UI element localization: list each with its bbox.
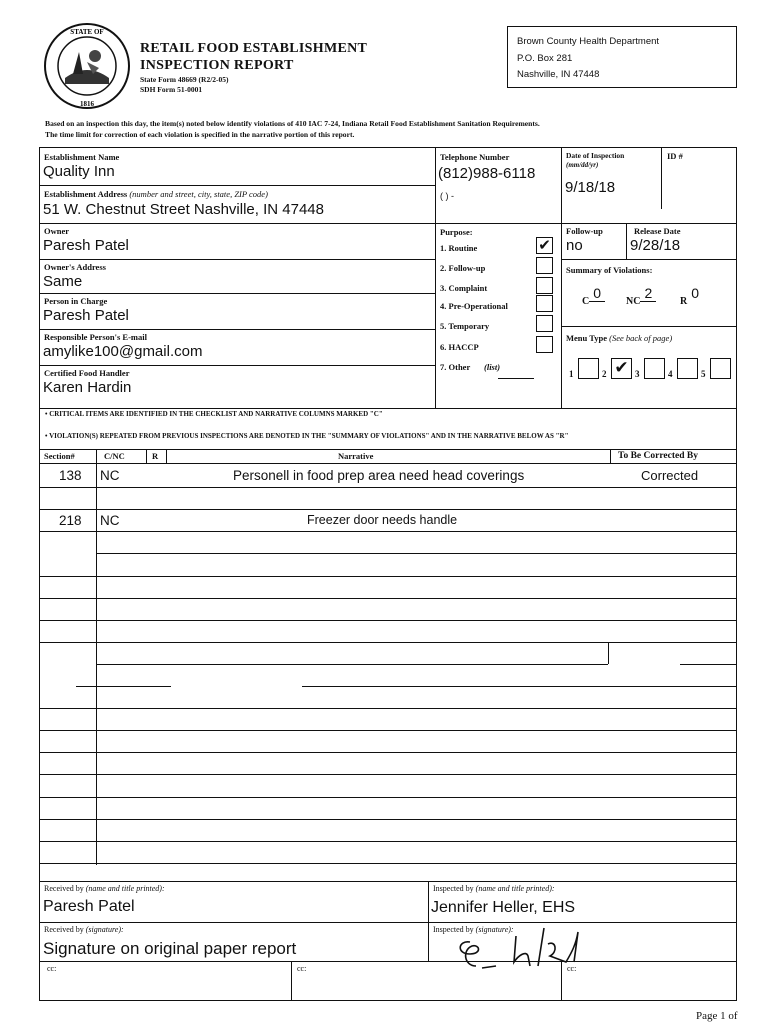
establishment-name-label: Establishment Name: [44, 152, 120, 162]
purpose-checkbox[interactable]: [536, 257, 553, 274]
inspected-name-label: Inspected by (name and title printed):: [433, 884, 555, 893]
menu-type-checkbox[interactable]: [710, 358, 731, 379]
purpose-checkbox[interactable]: [536, 336, 553, 353]
telephone-secondary[interactable]: ( ) -: [440, 191, 454, 201]
followup-label: Follow-up: [566, 226, 603, 236]
other-line[interactable]: [498, 378, 534, 379]
summary-r-value[interactable]: 0: [691, 285, 700, 301]
menu-type-checkbox[interactable]: [677, 358, 698, 379]
purpose-checkbox[interactable]: [536, 237, 553, 254]
table-row: [39, 463, 737, 487]
intro-text-1: Based on an inspection this day, the item(s) noted below identify violations of 410 IAC 7-24, Indiana Retail Food Establishment Sanitation Requirements.: [45, 119, 540, 128]
email-field[interactable]: amylike100@gmail.com: [43, 343, 203, 360]
menu-type-number: 2: [602, 369, 607, 379]
row-cnc[interactable]: NC: [100, 468, 120, 483]
menu-type-checkbox[interactable]: [644, 358, 665, 379]
report-subtitle: INSPECTION REPORT: [140, 58, 294, 73]
purpose-option-label: 7. Other: [440, 362, 471, 372]
critical-note: • CRITICAL ITEMS ARE IDENTIFIED IN THE CHECKLIST AND NARRATIVE COLUMNS MARKED "C": [45, 410, 383, 418]
menu-type-checkbox[interactable]: [578, 358, 599, 379]
col-r: R: [152, 451, 159, 461]
email-label: Responsible Person's E-mail: [44, 332, 147, 342]
purpose-option-label: 5. Temporary: [440, 321, 490, 331]
release-date-label: Release Date: [634, 226, 681, 236]
agency-box: [507, 26, 737, 88]
followup-value[interactable]: no: [566, 237, 583, 254]
report-title: RETAIL FOOD ESTABLISHMENT: [140, 41, 368, 56]
telephone-label: Telephone Number: [440, 152, 510, 162]
purpose-label: Purpose:: [440, 227, 473, 237]
telephone-number[interactable]: (812)988-6118: [438, 165, 536, 182]
row-narrative[interactable]: Freezer door needs handle: [307, 513, 458, 527]
page-number: Page 1 of: [696, 1010, 738, 1022]
establishment-address-label: Establishment Address (number and street, city, state, ZIP code): [44, 189, 268, 199]
intro-text-2: The time limit for correction of each violation is specified in the narrative portion of this report.: [45, 130, 355, 139]
person-in-charge-label: Person in Charge: [44, 296, 108, 306]
owner[interactable]: Paresh Patel: [43, 237, 129, 254]
row-narrative[interactable]: Personell in food prep area need head coverings: [233, 468, 525, 483]
id-label: ID #: [667, 151, 683, 161]
received-signature[interactable]: Signature on original paper report: [43, 939, 297, 958]
received-name[interactable]: Paresh Patel: [43, 898, 135, 915]
purpose-option-label: 4. Pre-Operational: [440, 301, 508, 311]
owner-address[interactable]: Same: [43, 273, 83, 290]
state-seal: [43, 22, 131, 110]
svg-text:1816: 1816: [80, 100, 94, 108]
form-number: State Form 48669 (R2/2-05): [140, 75, 229, 84]
summary-nc-value[interactable]: 2: [640, 285, 656, 302]
col-section: Section#: [44, 451, 75, 461]
purpose-option-label: 6. HACCP: [440, 342, 479, 352]
food-handler-label: Certified Food Handler: [44, 368, 130, 378]
inspected-name[interactable]: Jennifer Heller, EHS: [431, 899, 576, 916]
summary-c: C0: [582, 291, 605, 307]
agency-name: Brown County Health Department: [517, 36, 660, 47]
table-row: [39, 509, 737, 533]
cc-2[interactable]: cc:: [297, 964, 307, 973]
menu-type-label: Menu Type (See back of page): [566, 333, 673, 343]
col-narrative: Narrative: [338, 451, 374, 461]
cc-1[interactable]: cc:: [47, 964, 57, 973]
purpose-option-label: 1. Routine: [440, 243, 478, 253]
check-mark-icon: ✔: [614, 358, 629, 378]
menu-type-checkbox[interactable]: [611, 358, 632, 379]
food-handler[interactable]: Karen Hardin: [43, 379, 132, 396]
received-name-label: Received by (name and title printed):: [44, 884, 165, 893]
owner-label: Owner: [44, 226, 70, 236]
purpose-option-label: 3. Complaint: [440, 283, 488, 293]
row-cnc[interactable]: NC: [100, 513, 120, 528]
purpose-option-label: 2. Follow-up: [440, 263, 486, 273]
summary-nc: NC2: [626, 291, 656, 307]
menu-type-number: 3: [635, 369, 640, 379]
menu-type-number: 1: [569, 369, 574, 379]
summary-label: Summary of Violations:: [566, 265, 653, 275]
menu-type-number: 5: [701, 369, 706, 379]
repeated-note: • VIOLATION(S) REPEATED FROM PREVIOUS INSPECTIONS ARE DENOTED IN THE "SUMMARY OF VIOLATIONS" AND IN THE NARRATIVE BELOW AS "R": [45, 432, 569, 440]
received-signature-label: Received by (signature):: [44, 925, 124, 934]
purpose-checkbox[interactable]: [536, 277, 553, 294]
check-mark-icon: ✔: [538, 236, 551, 254]
release-date[interactable]: 9/28/18: [630, 237, 681, 254]
row-corrected[interactable]: Corrected: [641, 468, 699, 483]
row-section[interactable]: 138: [59, 468, 82, 483]
inspection-date-label: Date of Inspection: [566, 151, 625, 160]
other-hint: (list): [484, 362, 501, 372]
establishment-name[interactable]: Quality Inn: [43, 163, 115, 180]
establishment-address[interactable]: 51 W. Chestnut Street Nashville, IN 47448: [43, 201, 324, 218]
svg-text:STATE OF: STATE OF: [70, 28, 104, 36]
inspection-date-hint: (mm/dd/yr): [566, 161, 599, 169]
summary-c-value[interactable]: 0: [589, 285, 605, 302]
inspection-date[interactable]: 9/18/18: [565, 179, 616, 196]
agency-address: P.O. Box 281: [517, 53, 573, 64]
menu-type-number: 4: [668, 369, 673, 379]
purpose-checkbox[interactable]: [536, 315, 553, 332]
summary-r: R0: [680, 291, 703, 307]
inspected-signature-label: Inspected by (signature):: [433, 925, 514, 934]
owner-address-label: Owner's Address: [44, 262, 106, 272]
inspector-signature-image: [448, 922, 608, 972]
person-in-charge[interactable]: Paresh Patel: [43, 307, 129, 324]
form-frame: [39, 147, 737, 1001]
purpose-checkbox[interactable]: [536, 295, 553, 312]
agency-city: Nashville, IN 47448: [517, 69, 600, 80]
col-corrected: To Be Corrected By: [618, 451, 698, 461]
sdh-form-number: SDH Form 51-0001: [140, 85, 203, 94]
cc-3[interactable]: cc:: [567, 964, 577, 973]
col-cnc: C/NC: [104, 451, 125, 461]
row-section[interactable]: 218: [59, 513, 82, 528]
